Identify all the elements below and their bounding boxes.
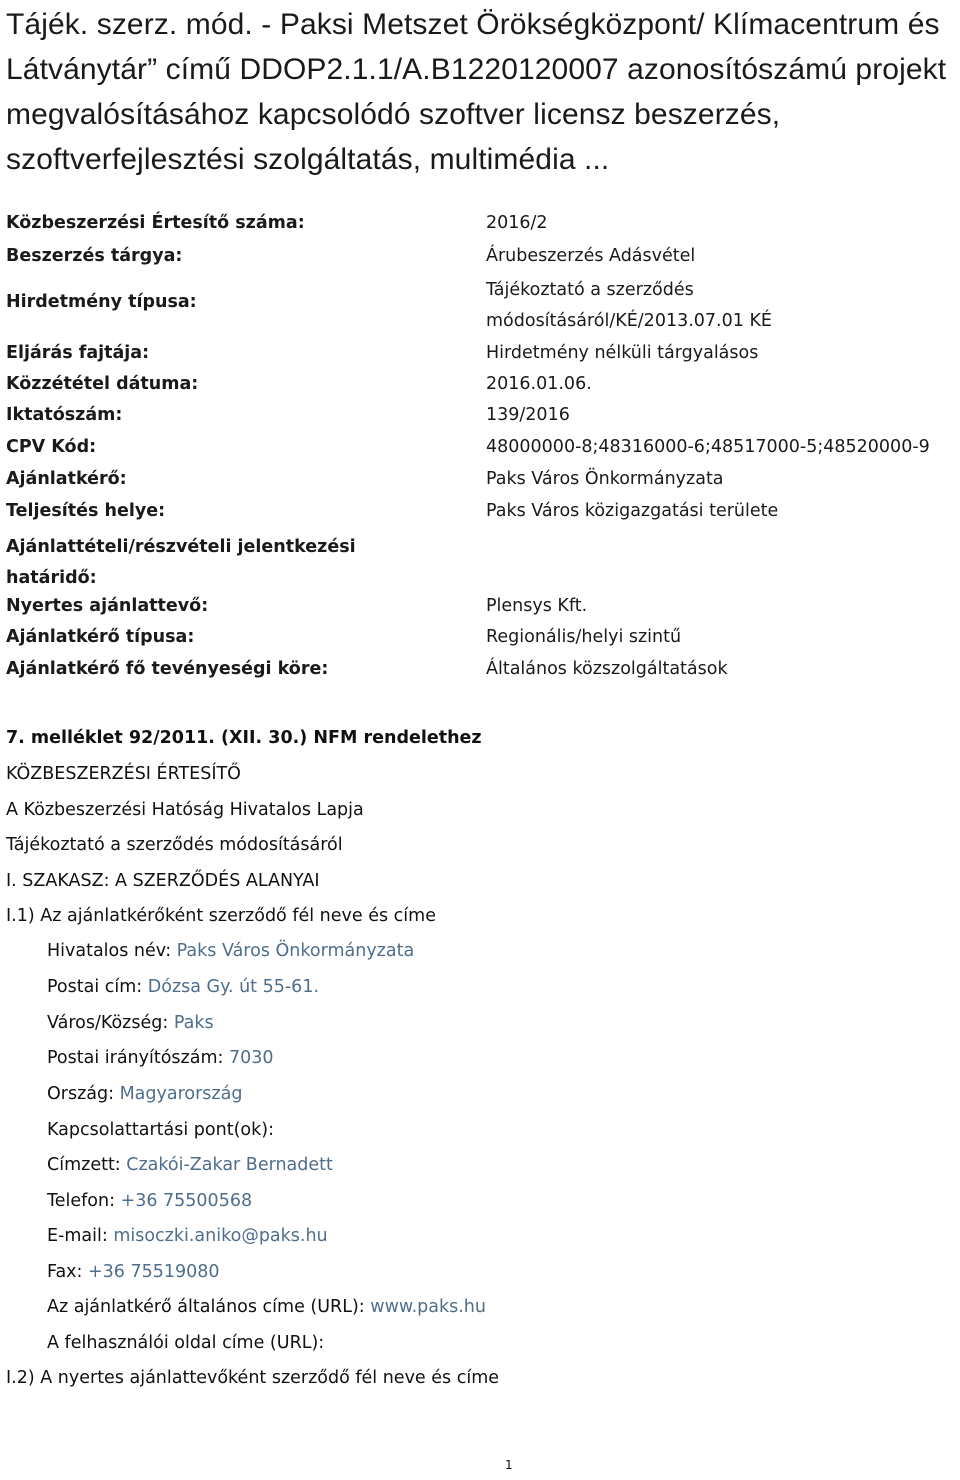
field-felhasznaloi-oldal xyxy=(47,1333,324,1353)
meta-label-nyertes: Nyertes ajánlattevő: xyxy=(6,596,209,616)
meta-value-nyertes: Plensys Kft. xyxy=(486,596,588,616)
meta-value-ertesito: 2016/2 xyxy=(486,213,548,233)
meta-label-ajanlatkero-tipusa: Ajánlatkérő típusa: xyxy=(6,627,195,647)
subsection-2-heading: I.2) A nyertes ajánlattevőként szerződő fél neve és címe xyxy=(6,1368,500,1388)
section-heading: I. SZAKASZ: A SZERZŐDÉS ALANYAI xyxy=(6,871,320,891)
meta-value-cpv: 48000000-8;48316000-6;48517000-5;48520000-9 xyxy=(486,437,930,457)
official-journal-line: A Közbeszerzési Hatóság Hivatalos Lapja xyxy=(6,800,364,820)
meta-value-ajanlatkero: Paks Város Önkormányzata xyxy=(486,469,724,489)
meta-value-targy: Árubeszerzés Adásvétel xyxy=(486,246,696,266)
meta-label-kozzetetel: Közzététel dátuma: xyxy=(6,374,199,394)
meta-label-eljaras: Eljárás fajtája: xyxy=(6,343,150,363)
field-label: Kapcsolattartási pont(ok): xyxy=(47,1120,274,1140)
meta-value-tipus xyxy=(486,275,772,337)
field-value: Magyarország xyxy=(119,1084,243,1104)
field-label: Az ajánlatkérő általános címe (URL): xyxy=(47,1297,371,1317)
meta-value-teljesites: Paks Város közigazgatási területe xyxy=(486,501,779,521)
meta-label-tevekenysegi-kor: Ajánlatkérő fő tevényeségi köre: xyxy=(6,659,329,679)
notice-type-line: Tájékoztató a szerződés módosításáról xyxy=(6,835,343,855)
meta-label-hatarido-line1: Ajánlattételi/részvételi jelentkezési xyxy=(6,537,356,557)
field-value: Dózsa Gy. út 55-61. xyxy=(147,977,320,997)
field-value: Paks Város Önkormányzata xyxy=(176,941,415,961)
notice-metadata-table xyxy=(6,0,960,700)
email-link[interactable]: misoczki.aniko@paks.hu xyxy=(113,1226,328,1246)
meta-value-ajanlatkero-tipusa: Regionális/helyi szintű xyxy=(486,627,682,647)
field-label: A felhasználói oldal címe (URL): xyxy=(47,1333,325,1353)
meta-label-ertesito: Közbeszerzési Értesítő száma: xyxy=(6,213,305,233)
website-link[interactable]: www.paks.hu xyxy=(370,1297,486,1317)
field-value: Czakói-Zakar Bernadett xyxy=(126,1155,333,1175)
meta-label-teljesites: Teljesítés helye: xyxy=(6,501,166,521)
field-email xyxy=(47,1226,328,1246)
field-label: Hivatalos név: xyxy=(47,941,177,961)
meta-value-tipus-line1: Tájékoztató a szerződés xyxy=(486,280,694,300)
field-kapcsolattartasi-pont xyxy=(47,1120,274,1140)
annex-heading: 7. melléklet 92/2011. (XII. 30.) NFM rendelethez xyxy=(6,728,482,748)
field-label: Címzett: xyxy=(47,1155,127,1175)
field-orszag xyxy=(47,1084,242,1104)
field-label: Postai cím: xyxy=(47,977,148,997)
meta-value-tevekenysegi-kor: Általános közszolgáltatások xyxy=(486,659,728,679)
field-value: +36 75519080 xyxy=(88,1262,220,1282)
field-iranyitoszam xyxy=(47,1048,274,1068)
subsection-1-heading: I.1) Az ajánlatkérőként szerződő fél neve és címe xyxy=(6,906,436,926)
page-number: 1 xyxy=(505,1458,513,1472)
field-varos xyxy=(47,1013,214,1033)
meta-value-iktatoszam: 139/2016 xyxy=(486,405,570,425)
field-value: Paks xyxy=(173,1013,214,1033)
field-value: 7030 xyxy=(228,1048,274,1068)
field-postai-cim xyxy=(47,977,319,997)
field-label: Város/Község: xyxy=(47,1013,174,1033)
meta-label-hatarido xyxy=(6,532,356,594)
field-url xyxy=(47,1297,486,1317)
document-title: Tájék. szerz. mód. - Paksi Metszet Örökségközpont/ Klímacentrum és Látványtár” című DDOP2.1.1/A.B1220120007 azonosítószámú projekt megvalósításához kapcsolódó szoftver licensz beszerzés, szoftverfejlesztési szolgáltatás, multimédia ... xyxy=(6,8,947,176)
meta-value-kozzetetel: 2016.01.06. xyxy=(486,374,592,394)
field-telefon xyxy=(47,1191,252,1211)
meta-label-targy: Beszerzés tárgya: xyxy=(6,246,183,266)
meta-value-tipus-line2: módosításáról/KÉ/2013.07.01 KÉ xyxy=(486,311,772,331)
field-label: E-mail: xyxy=(47,1226,114,1246)
field-label: Fax: xyxy=(47,1262,88,1282)
meta-label-ajanlatkero: Ajánlatkérő: xyxy=(6,469,127,489)
field-label: Postai irányítószám: xyxy=(47,1048,229,1068)
field-hivatalos-nev xyxy=(47,941,414,961)
meta-label-hatarido-line2: határidő: xyxy=(6,568,97,588)
meta-label-iktatoszam: Iktatószám: xyxy=(6,405,123,425)
meta-label-tipus: Hirdetmény típusa: xyxy=(6,292,197,312)
gazette-name: KÖZBESZERZÉSI ÉRTESÍTŐ xyxy=(6,764,241,784)
field-fax xyxy=(47,1262,220,1282)
meta-label-cpv: CPV Kód: xyxy=(6,437,97,457)
meta-value-eljaras: Hirdetmény nélküli tárgyalásos xyxy=(486,343,759,363)
field-cimzett xyxy=(47,1155,333,1175)
field-label: Telefon: xyxy=(47,1191,121,1211)
field-value: +36 75500568 xyxy=(120,1191,253,1211)
field-label: Ország: xyxy=(47,1084,120,1104)
